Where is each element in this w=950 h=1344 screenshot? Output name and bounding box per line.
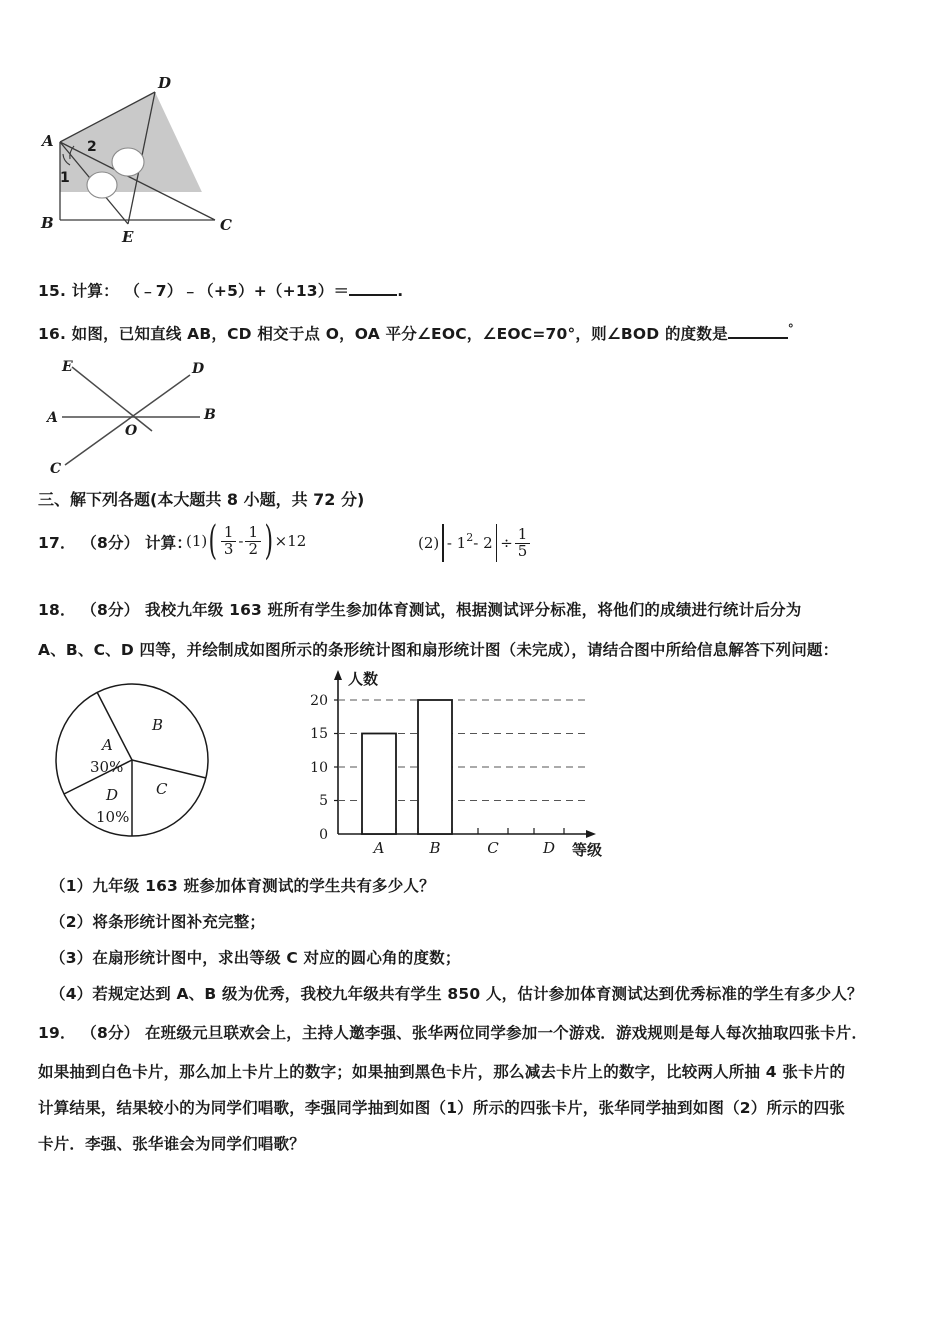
q16-text: 如图，已知直线 AB，CD 相交于点 O，OA 平分∠EOC，∠EOC=70°，则∠BOD 的度数是	[71, 325, 728, 344]
bar-ytick-0: 0	[319, 827, 328, 843]
question-19-line1	[38, 1024, 867, 1043]
pie-label-A: A	[102, 736, 113, 754]
q17-part2-expression	[418, 524, 532, 562]
q15-period: .	[397, 282, 404, 300]
pie-label-B: B	[152, 716, 164, 734]
q15-prompt: 计算：	[71, 282, 119, 300]
q18-subquestion-3: （3）在扇形统计图中，求出等级 C 对应的圆心角的度数；	[50, 949, 461, 967]
q18-subquestion-4: （4）若规定达到 A、B 级为优秀，我校九年级共有学生 850 人，估计参加体育测试达到优秀标准的学生有多少人？	[50, 985, 863, 1003]
q17-p2-divide: ÷	[500, 534, 513, 552]
line-label-D: D	[192, 361, 205, 377]
q15-answer-blank[interactable]	[349, 294, 397, 296]
q19-text-line1: 在班级元旦联欢会上，主持人邀李强、张华两位同学参加一个游戏．游戏规则是每人每次抽取四张卡片．	[144, 1024, 868, 1042]
q15-expression: （﹣7）﹣（+5）+（+13）＝	[124, 282, 350, 300]
q17-p1-times: ×12	[274, 532, 307, 550]
line-label-A: A	[47, 410, 58, 426]
bar-ytick-20: 20	[310, 693, 328, 709]
q17-p1-fracB-num: 1	[248, 522, 259, 541]
question-15	[38, 282, 403, 301]
question-19-line4: 卡片．李强、张华谁会为同学们唱歌？	[38, 1135, 305, 1153]
q17-p1-fracA-den: 3	[221, 541, 237, 558]
question-19-line2: 如果抽到白色卡片，那么加上卡片上的数字；如果抽到黑色卡片，那么减去卡片上的数字，比较两人所抽 4 张卡片的	[38, 1063, 846, 1081]
q17-part1-expression: (1)( $\frac{1}{3}$ - $\frac{1}{2}$ ) ×12	[186, 518, 307, 564]
q15-number: 15.	[38, 282, 67, 300]
question-18-line1	[38, 601, 801, 620]
q16-number: 16.	[38, 325, 67, 344]
pie-percent-D: 10%	[96, 808, 130, 826]
vertex-label-E: E	[122, 228, 134, 246]
vertex-label-D: D	[158, 74, 172, 92]
q17-p1-fracB-den: 2	[245, 541, 261, 558]
line-label-B: B	[204, 407, 216, 423]
vertex-label-A: A	[42, 132, 54, 150]
vertex-label-C: C	[220, 216, 232, 234]
intersecting-lines-figure	[40, 345, 290, 485]
bar-xtick-B: B	[429, 839, 441, 857]
q16-degree-unit: °	[787, 322, 794, 336]
q19-number: 19．	[38, 1024, 76, 1042]
q17-p2-inner: - 1	[446, 534, 467, 552]
bar-xtick-C: C	[487, 839, 499, 857]
bar-ytick-10: 10	[310, 760, 328, 776]
q18-number: 18．	[38, 601, 76, 619]
q16-answer-blank[interactable]	[728, 337, 788, 339]
question-17-label	[38, 534, 192, 553]
line-label-C: C	[50, 461, 62, 477]
vertex-label-B: B	[41, 214, 54, 232]
pie-label-D: D	[106, 786, 119, 804]
bar-ytick-15: 15	[310, 726, 328, 742]
sector-statistics-chart	[42, 672, 242, 857]
bar-ylabel: 人数	[348, 670, 379, 688]
bar-xlabel: 等级	[572, 841, 603, 859]
q17-p2-frac-den: 5	[515, 543, 531, 560]
angle-label-2: 2	[87, 139, 97, 155]
q17-p2-exponent: 2	[466, 530, 474, 544]
q18-text-line1: 我校九年级 163 班所有学生参加体育测试，根据测试评分标准，将他们的成绩进行统计后分为	[144, 601, 802, 619]
angle-label-1: 1	[60, 170, 70, 186]
q17-p1-minus: -	[238, 532, 244, 550]
line-label-E: E	[62, 359, 73, 375]
q17-p2-minus-two: - 2	[473, 534, 493, 552]
q18-subquestion-2: （2）将条形统计图补充完整；	[50, 913, 266, 931]
q19-points: （8分）	[81, 1024, 140, 1042]
q17-prompt: 计算：	[144, 534, 193, 552]
bar-ytick-5: 5	[319, 793, 328, 809]
q18-points: （8分）	[81, 601, 140, 619]
bar-statistics-chart	[300, 662, 630, 867]
bar-A	[362, 734, 396, 835]
pie-percent-A: 30%	[90, 758, 124, 776]
q17-points: （8分）	[81, 534, 140, 552]
question-19-line3: 计算结果，结果较小的为同学们唱歌，李强同学抽到如图（1）所示的四张卡片，张华同学抽到如图（2）所示的四张	[38, 1099, 845, 1117]
bar-B	[418, 700, 452, 834]
bar-xtick-D: D	[542, 839, 556, 857]
q17-number: 17．	[38, 534, 76, 552]
question-16	[38, 322, 794, 344]
q17-part2-label: (2)	[418, 534, 440, 552]
triangle-abc-figure	[30, 62, 270, 262]
line-label-O: O	[125, 423, 138, 439]
q17-p1-fracA-num: 1	[223, 522, 234, 541]
q17-p2-frac-num: 1	[517, 524, 528, 543]
q17-part1-label: (1)	[186, 532, 208, 550]
bar-xtick-A: A	[373, 839, 385, 857]
q18-subquestion-1: （1）九年级 163 班参加体育测试的学生共有多少人？	[50, 877, 435, 895]
section-3-heading: 三、解下列各题(本大题共 8 小题，共 72 分)	[38, 490, 365, 509]
pie-label-C: C	[156, 780, 168, 798]
question-18-line2: A、B、C、D 四等，并绘制成如图所示的条形统计图和扇形统计图（未完成），请结合图中所给信息解答下列问题：	[38, 641, 839, 659]
